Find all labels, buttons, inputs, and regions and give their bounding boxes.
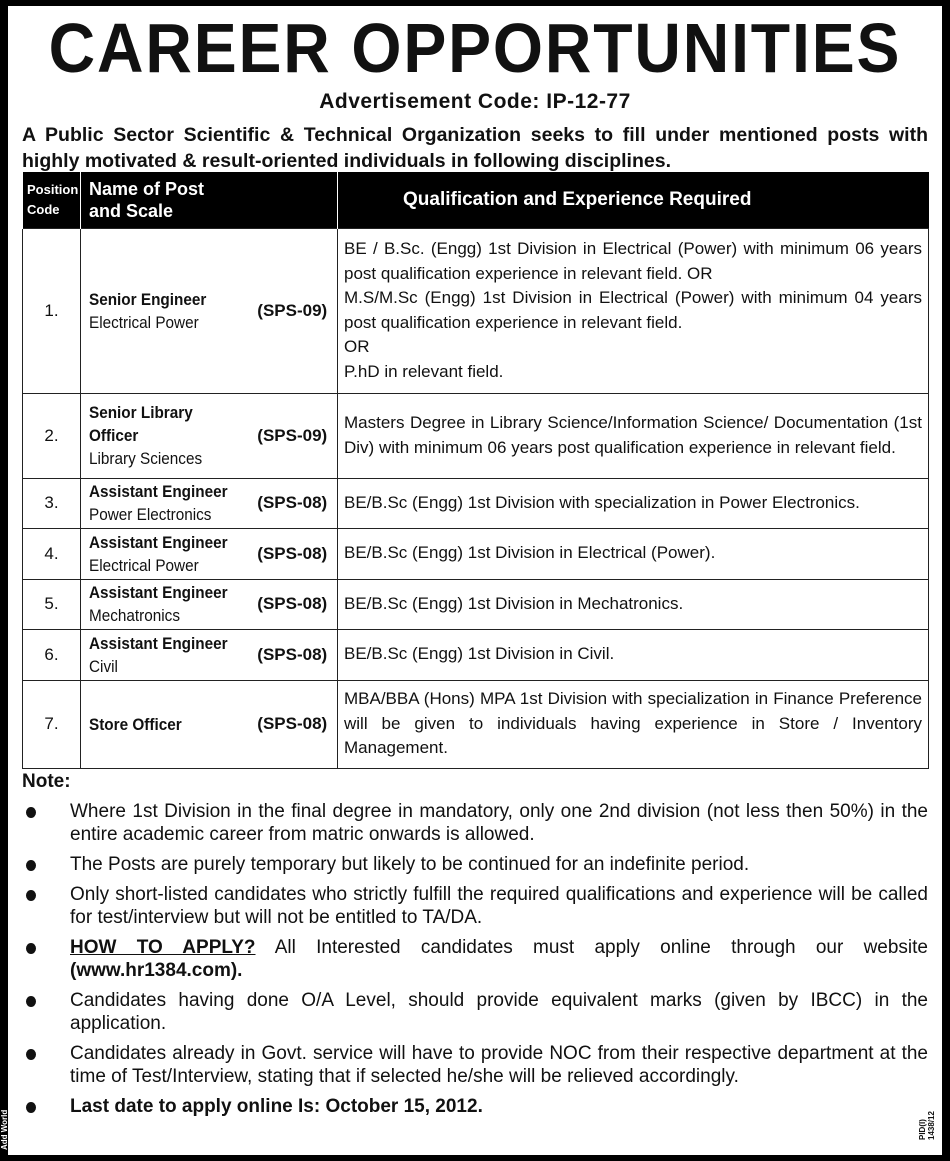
note-item <box>22 936 928 982</box>
qualification-line: BE/B.Sc (Engg) 1st Division with specialization in Power Electronics. <box>344 492 860 512</box>
post-name <box>81 393 248 478</box>
advertisement <box>8 6 942 1155</box>
post-scale: (SPS-09) <box>248 228 338 393</box>
post-title: Assistant Engineer <box>89 633 228 653</box>
qualification-line: BE/B.Sc (Engg) 1st Division in Mechatronics. <box>344 593 684 613</box>
post-name <box>81 579 248 629</box>
position-code: 2. <box>23 393 81 478</box>
post-field: Electrical Power <box>89 555 199 575</box>
positions-table <box>22 172 929 769</box>
header-name: Name of Post and Scale <box>81 172 338 228</box>
qualification-line: OR <box>344 337 370 356</box>
bullet-icon <box>26 1102 36 1113</box>
bullet-icon <box>26 943 36 954</box>
note-text: Only short-listed candidates who strictly fulfill the required qualifications and experience will be called for test/interview but will not be entitled to TA/DA. <box>70 884 928 928</box>
post-name <box>81 528 248 579</box>
last-date: Last date to apply online Is: October 15, 2012. <box>70 1096 483 1117</box>
qualification-line: Masters Degree in Library Science/Information Science/ Documentation (1st Div) with minimum 06 years post qualification experience in relevant field. <box>344 413 922 457</box>
note-item <box>22 853 928 876</box>
qualification-line: M.S/M.Sc (Engg) 1st Division in Electrical (Power) with minimum 04 years post qualification experience in relevant field. <box>344 288 922 332</box>
post-scale: (SPS-08) <box>248 579 338 629</box>
position-code: 4. <box>23 528 81 579</box>
post-field: Civil <box>89 656 118 676</box>
qualification-line: MBA/BBA (Hons) MPA 1st Division with specialization in Finance Preference will be given to individuals having experience in Store / Inventory Management. <box>344 689 922 758</box>
notes-list <box>22 800 928 1125</box>
header-qualification: Qualification and Experience Required <box>338 172 929 228</box>
qualification <box>338 228 929 393</box>
post-title: Assistant Engineer <box>89 583 228 602</box>
post-field: Library Sciences <box>89 449 203 468</box>
post-scale: (SPS-08) <box>248 528 338 579</box>
qualification <box>338 579 929 629</box>
qualification <box>338 478 929 528</box>
bullet-icon <box>26 1049 36 1060</box>
position-code: 6. <box>23 629 81 680</box>
table-row <box>23 629 929 680</box>
bullet-icon <box>26 890 36 901</box>
position-code: 7. <box>23 680 81 768</box>
qualification-line: BE / B.Sc. (Engg) 1st Division in Electrical (Power) with minimum 06 years post qualification experience in relevant field. OR <box>344 239 922 283</box>
header-code: Position Code <box>23 172 81 228</box>
how-to-apply-label: HOW TO APPLY? <box>70 937 256 958</box>
qualification <box>338 393 929 478</box>
table-row <box>23 478 929 528</box>
note-item <box>22 1042 928 1088</box>
table-row <box>23 579 929 629</box>
advertisement-code: Advertisement Code: IP-12-77 <box>319 90 631 113</box>
note-text: Candidates already in Govt. service will have to provide NOC from their respective department at the time of Test/Interview, stating that if selected he/she will be relieved accordingly. <box>70 1043 928 1087</box>
post-scale: (SPS-08) <box>248 680 338 768</box>
qualification-line: BE/B.Sc (Engg) 1st Division in Civil. <box>344 644 615 664</box>
note-item <box>22 800 928 846</box>
post-name <box>81 228 248 393</box>
bullet-icon <box>26 860 36 871</box>
table-row <box>23 228 929 393</box>
post-scale: (SPS-08) <box>248 478 338 528</box>
qualification <box>338 680 929 768</box>
position-code: 5. <box>23 579 81 629</box>
note-text: The Posts are purely temporary but likely to be continued for an indefinite period. <box>70 854 750 875</box>
side-label-left: Add World <box>0 1109 9 1150</box>
bullet-icon <box>26 807 36 818</box>
post-field: Power Electronics <box>89 505 212 524</box>
note-item <box>22 989 928 1035</box>
post-name <box>81 478 248 528</box>
qualification-line: BE/B.Sc (Engg) 1st Division in Electrical (Power). <box>344 543 716 563</box>
bullet-icon <box>26 996 36 1007</box>
post-field: Mechatronics <box>89 606 180 625</box>
position-code: 3. <box>23 478 81 528</box>
post-name <box>81 629 248 680</box>
post-title: Senior Engineer <box>89 289 207 309</box>
note-label: Note: <box>22 771 71 792</box>
side-label-right: PID(I) 1438/12 <box>918 1111 936 1140</box>
intro-text: A Public Sector Scientific & Technical Organization seeks to fill under mentioned posts with highly motivated & result-oriented individuals in following disciplines. <box>22 124 928 172</box>
post-scale: (SPS-09) <box>248 393 338 478</box>
note-text: Candidates having done O/A Level, should provide equivalent marks (given by IBCC) in the application. <box>70 990 928 1034</box>
qualification-line: P.hD in relevant field. <box>344 361 504 381</box>
qualification <box>338 528 929 579</box>
table-row <box>23 528 929 579</box>
table-row <box>23 393 929 478</box>
position-code: 1. <box>23 228 81 393</box>
note-item <box>22 883 928 929</box>
note-text: Where 1st Division in the final degree in mandatory, only one 2nd division (not less then 50%) in the entire academic career from matric onwards is allowed. <box>70 801 928 845</box>
qualification <box>338 629 929 680</box>
note-text: All Interested candidates must apply online through our website <box>255 937 928 958</box>
post-title: Assistant Engineer <box>89 482 228 501</box>
post-title: Senior Library Officer <box>89 403 193 445</box>
post-name <box>81 680 248 768</box>
post-title: Store Officer <box>89 714 182 734</box>
website-link[interactable]: (www.hr1384.com). <box>70 960 243 981</box>
note-item <box>22 1095 928 1118</box>
page-title: CAREER OPPORTUNITIES <box>48 9 902 87</box>
post-field: Electrical Power <box>89 312 199 332</box>
post-scale: (SPS-08) <box>248 629 338 680</box>
table-row <box>23 680 929 768</box>
post-title: Assistant Engineer <box>89 532 228 552</box>
